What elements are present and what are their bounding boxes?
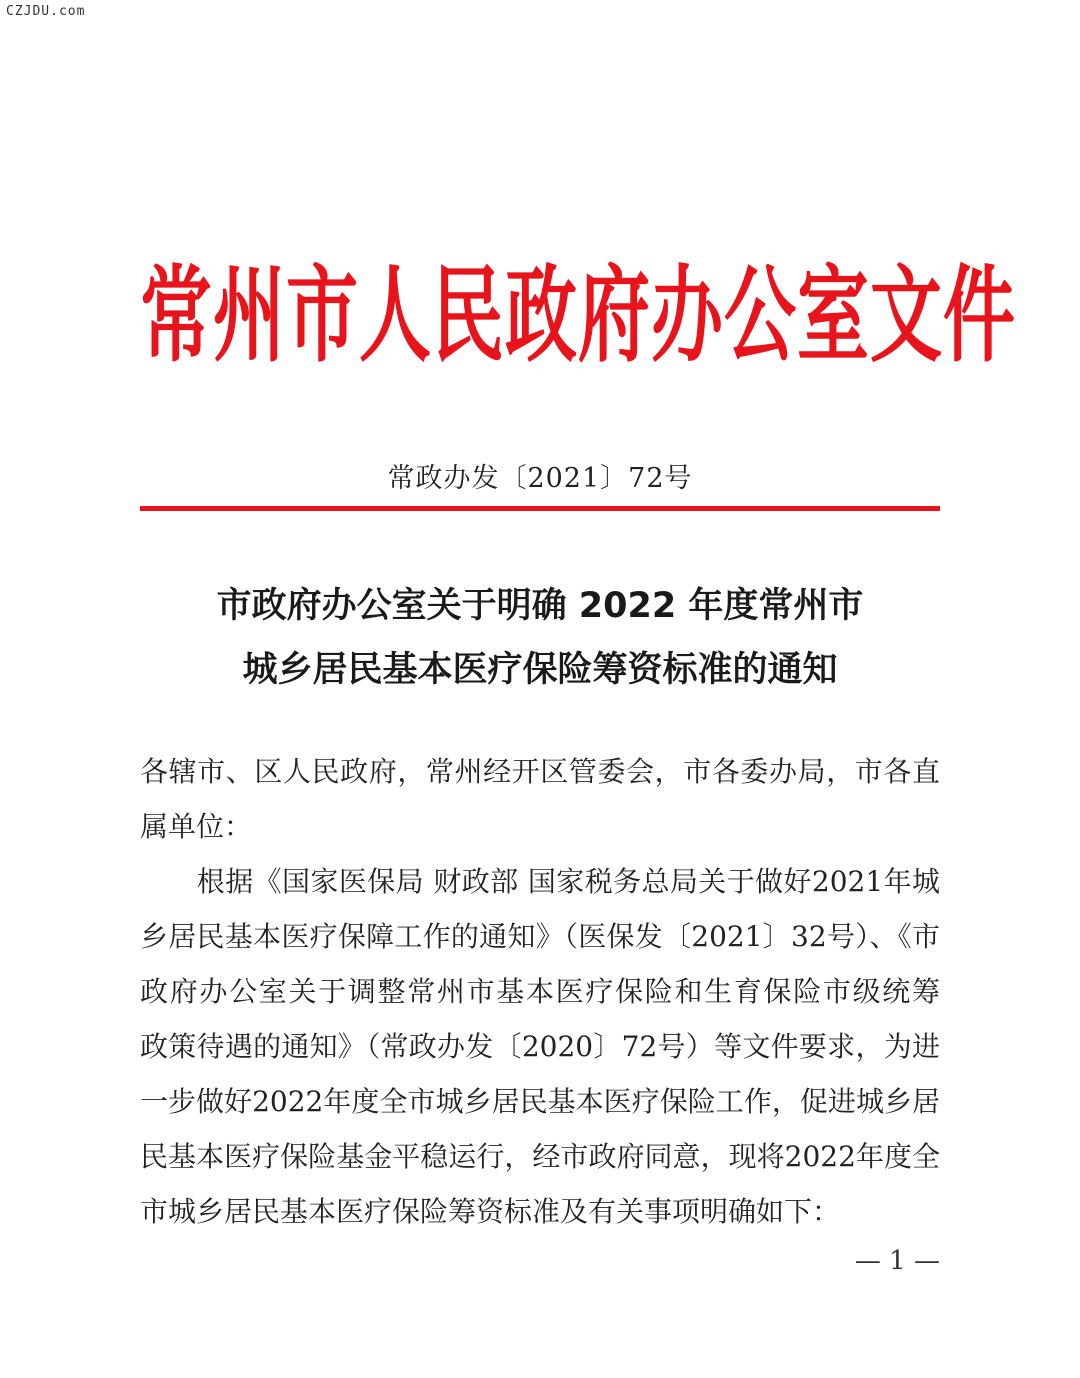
body-line: 乡居民基本医疗保障工作的通知》（医保发〔2021〕32号）、《市: [140, 920, 940, 953]
title-line-1: 市政府办公室关于明确 2022 年度常州市: [216, 586, 864, 626]
watermark-text: CZJDU.com: [6, 4, 86, 19]
body-line: 市城乡居民基本医疗保险筹资标准及有关事项明确如下：: [140, 1195, 841, 1228]
body-line: 根据《国家医保局 财政部 国家税务总局关于做好2021年城: [140, 865, 940, 898]
body-line: 一步做好2022年度全市城乡居民基本医疗保险工作，促进城乡居: [140, 1085, 940, 1118]
document-masthead: 常州市人民政府办公室文件: [140, 254, 1017, 376]
body-line: 政府办公室关于调整常州市基本医疗保险和生育保险市级统筹: [140, 975, 940, 1008]
page-number: — 1 —: [854, 1246, 940, 1276]
title-line-2: 城乡居民基本医疗保险筹资标准的通知: [242, 650, 838, 690]
body-line: 民基本医疗保险基金平稳运行，经市政府同意，现将2022年度全: [140, 1140, 940, 1173]
red-divider: [140, 506, 940, 511]
document-number: 常政办发〔2021〕72号: [387, 463, 693, 494]
body-line: 各辖市、区人民政府，常州经开区管委会，市各委办局，市各直: [140, 755, 940, 788]
body-line: 属单位：: [140, 810, 253, 843]
document-body: [140, 744, 940, 1239]
body-line: 政策待遇的通知》（常政办发〔2020〕72号）等文件要求，为进: [140, 1030, 940, 1063]
document-title: [140, 574, 940, 702]
